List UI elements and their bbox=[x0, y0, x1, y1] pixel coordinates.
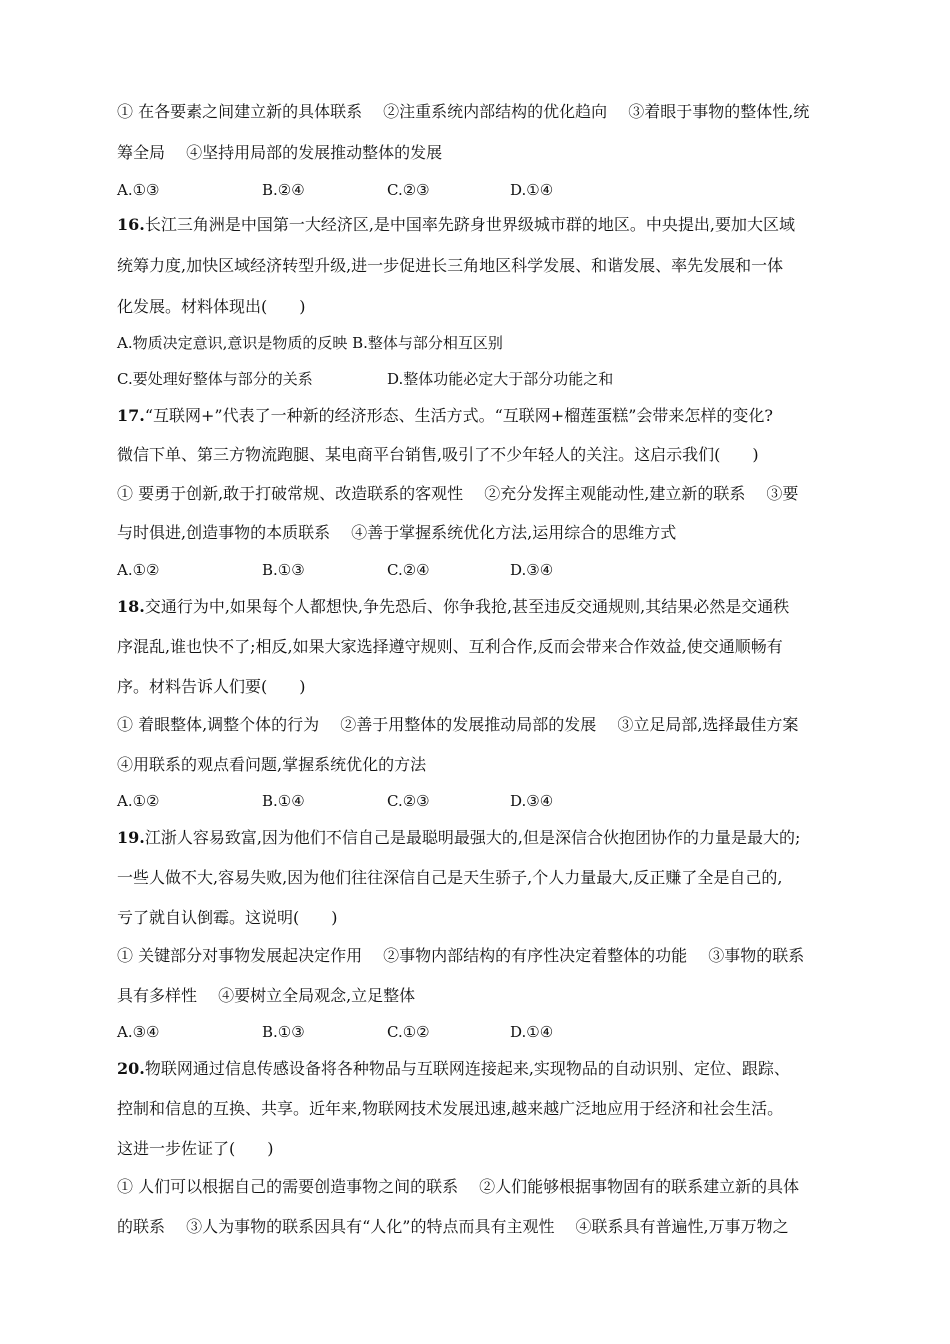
q17-statements-line-1: ① 要勇于创新,敢于打破常规、改造联系的客观性 ②充分发挥主观能动性,建立新的联系 ③要 bbox=[117, 484, 799, 503]
q19-option-c: C.①② bbox=[387, 1023, 430, 1041]
q20-number: 20. bbox=[117, 1059, 145, 1078]
q18-number: 18. bbox=[117, 597, 145, 616]
q15-option-d: D.①④ bbox=[510, 181, 554, 199]
q18-stem-line-2: 序混乱,谁也快不了;相反,如果大家选择遵守规则、互利合作,反而会带来合作效益,使交通顺畅有 bbox=[117, 637, 783, 656]
q18-statements-line-1: ① 着眼整体,调整个体的行为 ②善于用整体的发展推动局部的发展 ③立足局部,选择最佳方案 bbox=[117, 715, 799, 734]
q18-option-c: C.②③ bbox=[387, 792, 430, 810]
q17-option-d: D.③④ bbox=[510, 561, 554, 579]
q17-option-a: A.①② bbox=[117, 561, 160, 579]
q19-stem-line-1 bbox=[117, 827, 800, 849]
q17-option-c: C.②④ bbox=[387, 561, 430, 579]
q20-stem-text-1: 物联网通过信息传感设备将各种物品与互联网连接起来,实现物品的自动识别、定位、跟踪、 bbox=[144, 1059, 790, 1078]
q18-stem-line-3: 序。材料告诉人们要( ) bbox=[117, 677, 306, 696]
q17-stem-line-1 bbox=[117, 405, 773, 427]
q17-statements-line-2: 与时俱进,创造事物的本质联系 ④善于掌握系统优化方法,运用综合的思维方式 bbox=[117, 523, 677, 542]
q17-option-b: B.①③ bbox=[262, 561, 305, 579]
q20-statements-line-2: 的联系 ③人为事物的联系因具有“人化”的特点而具有主观性 ④联系具有普遍性,万事万物之 bbox=[117, 1217, 789, 1236]
q15-statements-line-2: 筹全局 ④坚持用局部的发展推动整体的发展 bbox=[117, 143, 443, 162]
q16-stem-text-1: 长江三角洲是中国第一大经济区,是中国率先跻身世界级城市群的地区。中央提出,要加大区域 bbox=[144, 215, 796, 234]
q16-stem-line-1 bbox=[117, 214, 795, 236]
q19-statements-line-2: 具有多样性 ④要树立全局观念,立足整体 bbox=[117, 986, 416, 1005]
q16-option-c: C.要处理好整体与部分的关系 bbox=[117, 370, 313, 388]
q18-statements-line-2: ④用联系的观点看问题,掌握系统优化的方法 bbox=[117, 755, 427, 774]
q20-statements-line-1: ① 人们可以根据自己的需要创造事物之间的联系 ②人们能够根据事物固有的联系建立新的具体 bbox=[117, 1177, 800, 1196]
q19-number: 19. bbox=[117, 828, 145, 847]
q19-stem-text-1: 江浙人容易致富,因为他们不信自己是最聪明最强大的,但是深信合伙抱团协作的力量是最大的; bbox=[144, 828, 801, 847]
q18-option-a: A.①② bbox=[117, 792, 160, 810]
q16-stem-line-2: 统筹力度,加快区域经济转型升级,进一步促进长三角地区科学发展、和谐发展、率先发展和一体 bbox=[117, 256, 784, 275]
q19-option-a: A.③④ bbox=[117, 1023, 160, 1041]
q19-stem-line-3: 亏了就自认倒霉。这说明( ) bbox=[117, 908, 338, 927]
q19-statements-line-1: ① 关键部分对事物发展起决定作用 ②事物内部结构的有序性决定着整体的功能 ③事物的联系 bbox=[117, 946, 805, 965]
q19-option-b: B.①③ bbox=[262, 1023, 305, 1041]
q19-options bbox=[0, 1021, 950, 1043]
q17-options bbox=[0, 559, 950, 581]
q16-options-line-1: A.物质决定意识,意识是物质的反映 B.整体与部分相互区别 bbox=[117, 334, 503, 352]
q16-stem-line-3: 化发展。材料体现出( ) bbox=[117, 297, 306, 316]
q15-option-b: B.②④ bbox=[262, 181, 305, 199]
q16-options-line-2 bbox=[0, 368, 950, 390]
q19-stem-line-2: 一些人做不大,容易失败,因为他们往往深信自己是天生骄子,个人力量最大,反正赚了全是自己的, bbox=[117, 868, 783, 887]
q18-stem-text-1: 交通行为中,如果每个人都想快,争先恐后、你争我抢,甚至违反交通规则,其结果必然是交通秩 bbox=[144, 597, 790, 616]
q15-option-c: C.②③ bbox=[387, 181, 430, 199]
q20-stem-line-2: 控制和信息的互换、共享。近年来,物联网技术发展迅速,越来越广泛地应用于经济和社会生活。 bbox=[117, 1099, 784, 1118]
q18-option-d: D.③④ bbox=[510, 792, 554, 810]
q19-option-d: D.①④ bbox=[510, 1023, 554, 1041]
q15-option-a: A.①③ bbox=[117, 181, 160, 199]
q15-statements-line-1: ① 在各要素之间建立新的具体联系 ②注重系统内部结构的优化趋向 ③着眼于事物的整体性,统 bbox=[117, 102, 810, 121]
q20-stem-line-3: 这进一步佐证了( ) bbox=[117, 1139, 274, 1158]
q18-option-b: B.①④ bbox=[262, 792, 305, 810]
q17-stem-text-1: “互联网+”代表了一种新的经济形态、生活方式。“互联网+榴莲蛋糕”会带来怎样的变化? bbox=[144, 406, 773, 425]
q20-stem-line-1 bbox=[117, 1058, 790, 1080]
q17-stem-line-2: 微信下单、第三方物流跑腿、某电商平台销售,吸引了不少年轻人的关注。这启示我们( ) bbox=[117, 445, 759, 464]
q18-options bbox=[0, 790, 950, 812]
q15-options bbox=[0, 179, 950, 201]
q18-stem-line-1 bbox=[117, 596, 789, 618]
q16-number: 16. bbox=[117, 215, 145, 234]
q16-option-d: D.整体功能必定大于部分功能之和 bbox=[387, 370, 614, 388]
q17-number: 17. bbox=[117, 406, 145, 425]
